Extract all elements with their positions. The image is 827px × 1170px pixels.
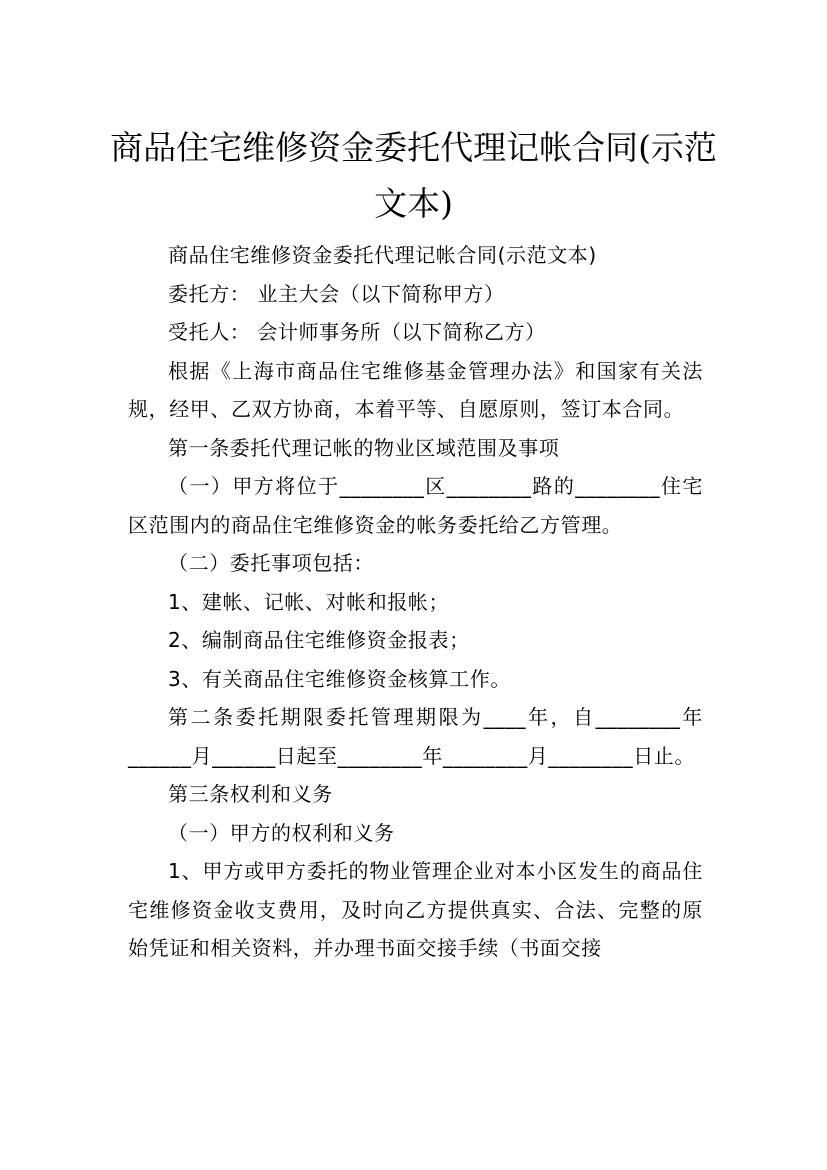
paragraph-subtitle: 商品住宅维修资金委托代理记帐合同(示范文本)	[168, 243, 597, 267]
paragraph-preamble: 根据《上海市商品住宅维修基金管理办法》和国家有关法规，经甲、乙双方协商，本着平等、自愿原则，签订本合同。	[128, 358, 703, 421]
article-3-section-1: （一）甲方的权利和义务	[168, 820, 395, 845]
article-1-item-1: 1、建帐、记帐、对帐和报帐；	[168, 589, 450, 614]
article-3-item-1: 1、甲方或甲方委托的物业管理企业对本小区发生的商品住宅维修资金收支费用，及时向乙方提供真实、合法、完整的原始凭证和相关资料，并办理书面交接手续（书面交接	[128, 859, 703, 960]
paragraph-trustee: 受托人： 会计师事务所（以下简称乙方）	[168, 320, 546, 344]
article-2-term: 第二条委托期限委托管理期限为____年，自________年______月______日起至________年________月________日止。	[128, 705, 703, 768]
article-1-heading: 第一条委托代理记帐的物业区域范围及事项	[168, 435, 560, 460]
article-1-item-3: 3、有关商品住宅维修资金核算工作。	[168, 666, 511, 691]
article-1-item-2: 2、编制商品住宅维修资金报表；	[168, 628, 470, 652]
article-3-heading: 第三条权利和义务	[168, 782, 333, 806]
article-1-clause-1: （一）甲方将位于________区________路的________住宅区范围内的商品住宅维修资金的帐务委托给乙方管理。	[128, 474, 703, 537]
document-title: 商品住宅维修资金委托代理记帐合同(示范文本)	[110, 128, 717, 224]
document-body	[128, 236, 703, 968]
article-1-clause-2: （二）委托事项包括：	[168, 551, 374, 575]
paragraph-client: 委托方： 业主大会（以下简称甲方）	[168, 281, 505, 306]
